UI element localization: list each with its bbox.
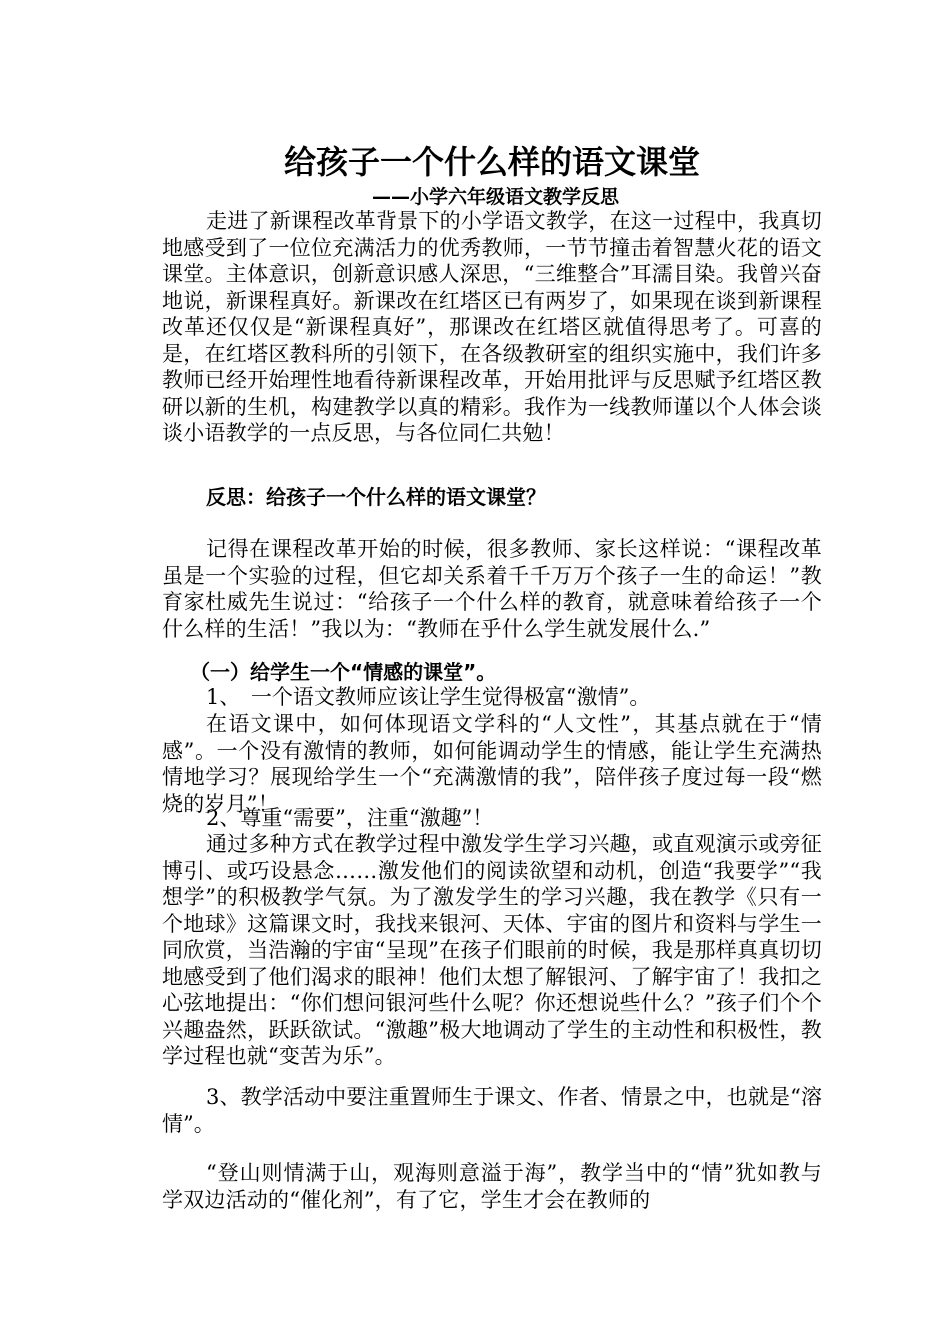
item1-heading: 1、 一个语文教师应该让学生觉得极富“激情”。 bbox=[206, 685, 651, 709]
memory-paragraph: 记得在课程改革开始的时候，很多教师、家长这样说：“课程改革虽是一个实验的过程，但它却关系着千千万万个孩子一生的命运！”教育家杜威先生说过：“给孩子一个什么样的教育，就意味着给孩子一个什么样的生活！”我以为：“教师在乎什么学生就发展什么.” bbox=[162, 537, 822, 641]
item2-heading: 2、尊重“需要”，注重“激趣”！ bbox=[206, 806, 494, 830]
document-title: 给孩子一个什么样的语文课堂 bbox=[283, 143, 700, 181]
item3-body-paragraph: “登山则情满于山，观海则意溢于海”，教学当中的“情”犹如教与学双边活动的“催化剂”，有了它，学生才会在教师的 bbox=[162, 1161, 822, 1212]
item3-paragraph: 3、教学活动中要注重置师生于课文、作者、情景之中，也就是“溶情”。 bbox=[162, 1085, 822, 1136]
section1-heading: （一）给学生一个“情感的课堂”。 bbox=[190, 660, 497, 684]
item1-paragraph: 在语文课中，如何体现语文学科的“人文性”，其基点就在于“情感”。一个没有激情的教师，如何能调动学生的情感，能让学生充满热情地学习？展现给学生一个“充满激情的我”，陪伴孩子度过每一段“燃烧的岁月”！ bbox=[162, 712, 822, 816]
item2-paragraph: 通过多种方式在教学过程中激发学生学习兴趣，或直观演示或旁征博引、或巧设悬念……激发他们的阅读欲望和动机，创造“我要学”“我想学”的积极教学气氛。为了激发学生的学习兴趣，我在教学《只有一个地球》这篇课文时，我找来银河、天体、宇宙的图片和资料与学生一同欣赏，当浩瀚的宇宙“呈现”在孩子们眼前的时候，我是那样真真切切地感受到了他们渴求的眼神！他们太想了解银河、了解宇宙了！我扣之心弦地提出：“你们想问银河些什么呢？你还想说些什么？”孩子们个个兴趣盎然，跃跃欲试。“激趣”极大地调动了学生的主动性和积极性，教学过程也就“变苦为乐”。 bbox=[162, 832, 822, 1068]
document-subtitle: ——小学六年级语文教学反思 bbox=[372, 186, 620, 208]
intro-paragraph: 走进了新课程改革背景下的小学语文教学，在这一过程中，我真切地感受到了一位位充满活力的优秀教师，一节节撞击着智慧火花的语文课堂。主体意识，创新意识感人深思，“三维整合”耳濡目染。我曾兴奋地说，新课程真好。新课改在红塔区已有两岁了，如果现在谈到新课程改革还仅仅是“新课程真好”，那课改在红塔区就值得思考了。可喜的是，在红塔区教科所的引领下，在各级教研室的组织实施中，我们许多教师已经开始理性地看待新课程改革，开始用批评与反思赋予红塔区教研以新的生机，构建教学以真的精彩。我作为一线教师谨以个人体会谈谈小语教学的一点反思，与各位同仁共勉！ bbox=[162, 209, 822, 445]
reflection-heading: 反思：给孩子一个什么样的语文课堂？ bbox=[206, 485, 546, 509]
